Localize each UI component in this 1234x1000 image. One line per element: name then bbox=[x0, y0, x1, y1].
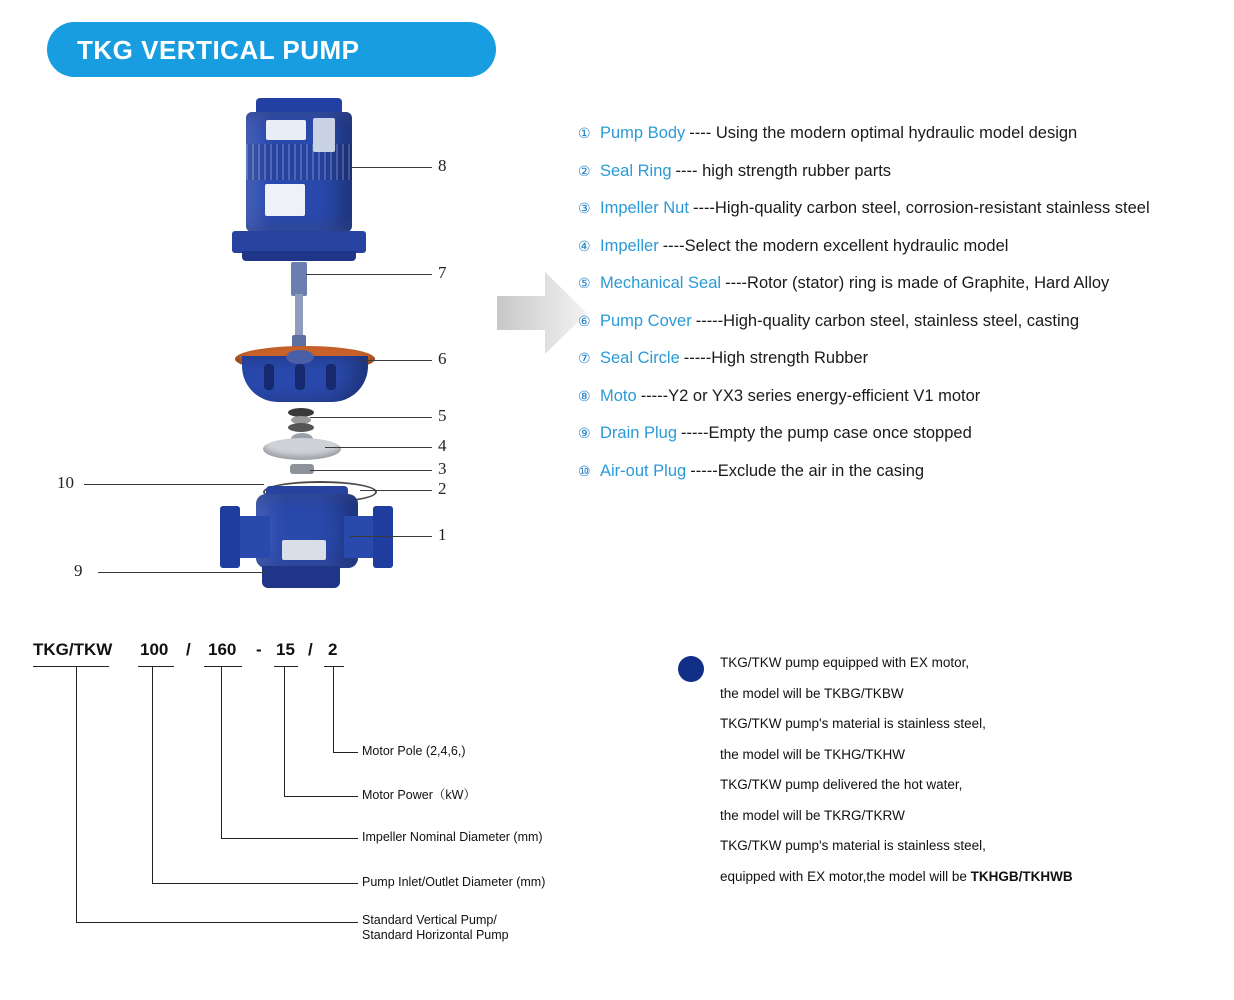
callout-number-6: 6 bbox=[438, 349, 447, 368]
shaft-coupling bbox=[291, 262, 307, 296]
feature-desc: -----High-quality carbon steel, stainless steel, casting bbox=[695, 311, 1080, 330]
pump-cover-slot bbox=[295, 364, 305, 390]
feature-number: ⑩ bbox=[578, 462, 591, 479]
model-token-slash2: / bbox=[308, 640, 313, 659]
callout-number-2: 2 bbox=[438, 479, 447, 498]
model-token-impeller: 160 bbox=[208, 640, 237, 659]
motor-cooling-fins bbox=[246, 144, 352, 180]
model-underline-power bbox=[274, 666, 298, 667]
feature-number: ⑥ bbox=[578, 312, 591, 329]
feature-number: ⑨ bbox=[578, 425, 591, 441]
mechanical-seal-ring-lower bbox=[288, 423, 314, 432]
motor-side-plate bbox=[265, 184, 305, 216]
note-line: TKG/TKW pump's material is stainless steel, bbox=[720, 716, 986, 731]
leader-line-3 bbox=[310, 470, 432, 471]
bullet-dot-icon bbox=[678, 656, 704, 682]
note-line: TKG/TKW pump equipped with EX motor, bbox=[720, 655, 970, 670]
feature-number: ② bbox=[578, 162, 591, 179]
model-drop-power bbox=[284, 666, 285, 796]
feature-name: Seal Ring bbox=[600, 161, 672, 180]
pump-body-nameplate bbox=[282, 540, 326, 560]
leader-line-8 bbox=[352, 167, 432, 168]
model-token-power: 15 bbox=[276, 640, 295, 659]
model-token-slash1: / bbox=[186, 640, 191, 659]
feature-item bbox=[578, 460, 1228, 482]
note-line: the model will be TKHG/TKHW bbox=[720, 746, 906, 762]
feature-desc: -----High strength Rubber bbox=[683, 349, 869, 367]
callout-number-8: 8 bbox=[438, 156, 447, 175]
feature-desc: -----Empty the pump case once stopped bbox=[681, 424, 972, 442]
pump-cover-hub bbox=[286, 350, 314, 364]
note-line-last bbox=[720, 862, 1218, 893]
model-label-series-line1: Standard Vertical Pump/ bbox=[362, 913, 497, 927]
feature-desc: ----Select the modern excellent hydraulic model bbox=[662, 236, 1009, 255]
callout-number-3: 3 bbox=[438, 459, 447, 478]
feature-name: Impeller Nut bbox=[600, 199, 689, 217]
impeller-disc bbox=[263, 438, 341, 460]
model-label-power: Motor Power（kW） bbox=[362, 788, 476, 802]
model-elbow-series bbox=[76, 922, 358, 923]
feature-name: Air-out Plug bbox=[600, 461, 687, 480]
feature-name: Mechanical Seal bbox=[600, 274, 722, 292]
model-elbow-impeller bbox=[221, 838, 358, 839]
page-title: TKG VERTICAL PUMP bbox=[77, 35, 360, 65]
flow-arrow-icon bbox=[497, 270, 587, 356]
pump-inlet-pipe bbox=[238, 516, 270, 558]
feature-name: Seal Circle bbox=[600, 349, 680, 367]
feature-item bbox=[578, 197, 1228, 219]
feature-list bbox=[578, 122, 1228, 497]
pump-cover-slot bbox=[326, 364, 336, 390]
model-underline-inlet bbox=[138, 666, 174, 667]
feature-item bbox=[578, 310, 1228, 332]
callout-number-10: 10 bbox=[57, 473, 74, 492]
feature-number: ④ bbox=[578, 237, 591, 254]
leader-line-7 bbox=[306, 274, 432, 275]
callout-number-9: 9 bbox=[74, 561, 83, 580]
callout-number-7: 7 bbox=[438, 263, 447, 282]
feature-item bbox=[578, 422, 1228, 444]
model-underline-series bbox=[33, 666, 109, 667]
model-drop-pole bbox=[333, 666, 334, 752]
model-elbow-power bbox=[284, 796, 358, 797]
feature-item bbox=[578, 235, 1228, 257]
feature-desc: ----High-quality carbon steel, corrosion-resistant stainless steel bbox=[692, 199, 1150, 217]
model-elbow-pole bbox=[333, 752, 358, 753]
model-label-inlet: Pump Inlet/Outlet Diameter (mm) bbox=[362, 875, 546, 889]
pump-body-foot bbox=[262, 566, 340, 588]
model-elbow-inlet bbox=[152, 883, 358, 884]
pump-shaft bbox=[295, 294, 303, 338]
feature-number: ⑤ bbox=[578, 275, 591, 291]
feature-item bbox=[578, 347, 1228, 369]
feature-item bbox=[578, 160, 1228, 182]
pump-inlet-flange bbox=[220, 506, 240, 568]
feature-desc: ---- high strength rubber parts bbox=[675, 161, 892, 180]
pump-outlet-flange bbox=[373, 506, 393, 568]
feature-number: ① bbox=[578, 125, 591, 141]
callout-number-5: 5 bbox=[438, 406, 447, 425]
callout-number-1: 1 bbox=[438, 525, 447, 544]
feature-item bbox=[578, 272, 1228, 294]
note-line: TKG/TKW pump delivered the hot water, bbox=[720, 777, 963, 792]
feature-desc: -----Y2 or YX3 series energy-efficient V1 motor bbox=[640, 386, 981, 405]
model-drop-inlet bbox=[152, 666, 153, 883]
pump-outlet-pipe bbox=[344, 516, 376, 558]
leader-line-4 bbox=[325, 447, 432, 448]
callout-number-4: 4 bbox=[438, 436, 447, 455]
note-line: TKG/TKW pump's material is stainless steel, bbox=[720, 838, 986, 853]
motor-base-flange bbox=[232, 231, 366, 253]
feature-number: ⑦ bbox=[578, 350, 591, 366]
motor-base-lower bbox=[242, 251, 356, 261]
feature-desc: ----Rotor (stator) ring is made of Graphite, Hard Alloy bbox=[725, 274, 1110, 292]
pump-cover-slot bbox=[264, 364, 274, 390]
exploded-pump-figure bbox=[57, 88, 510, 608]
impeller-nut bbox=[290, 464, 314, 474]
leader-line-2 bbox=[360, 490, 432, 491]
feature-name: Impeller bbox=[600, 236, 659, 255]
note-last-prefix: equipped with EX motor,the model will be bbox=[720, 868, 971, 884]
model-label-series-line2: Standard Horizontal Pump bbox=[362, 928, 509, 942]
motor-nameplate bbox=[266, 120, 306, 140]
model-label-impeller: Impeller Nominal Diameter (mm) bbox=[362, 830, 543, 844]
model-token-pole: 2 bbox=[328, 640, 338, 659]
motor-terminal-box bbox=[313, 118, 335, 152]
model-drop-series bbox=[76, 666, 77, 922]
feature-name: Drain Plug bbox=[600, 424, 678, 442]
note-last-bold: TKHGB/TKHWB bbox=[970, 868, 1073, 884]
leader-line-10 bbox=[84, 484, 264, 485]
page-title-banner bbox=[47, 22, 496, 77]
model-underline-pole bbox=[324, 666, 344, 667]
feature-desc: ---- Using the modern optimal hydraulic model design bbox=[689, 124, 1078, 142]
feature-name: Pump Body bbox=[600, 124, 686, 142]
model-token-inlet: 100 bbox=[140, 640, 169, 659]
feature-desc: -----Exclude the air in the casing bbox=[690, 461, 925, 480]
model-token-series: TKG/TKW bbox=[33, 640, 113, 659]
notes-block bbox=[678, 648, 1218, 892]
feature-number: ⑧ bbox=[578, 387, 591, 404]
feature-name: Moto bbox=[600, 386, 637, 405]
model-label-pole: Motor Pole (2,4,6,) bbox=[362, 744, 466, 758]
note-line: the model will be TKRG/TKRW bbox=[720, 807, 905, 823]
feature-item bbox=[578, 122, 1228, 144]
feature-number: ③ bbox=[578, 200, 591, 216]
leader-line-1 bbox=[350, 536, 432, 537]
leader-line-5 bbox=[310, 417, 432, 418]
feature-name: Pump Cover bbox=[600, 311, 692, 330]
feature-item bbox=[578, 385, 1228, 407]
model-drop-impeller bbox=[221, 666, 222, 838]
model-code-diagram bbox=[28, 630, 628, 970]
leader-line-6 bbox=[360, 360, 432, 361]
note-line: the model will be TKBG/TKBW bbox=[720, 685, 904, 701]
model-token-dash: - bbox=[256, 640, 262, 659]
model-underline-impeller bbox=[204, 666, 242, 667]
leader-line-9 bbox=[98, 572, 268, 573]
